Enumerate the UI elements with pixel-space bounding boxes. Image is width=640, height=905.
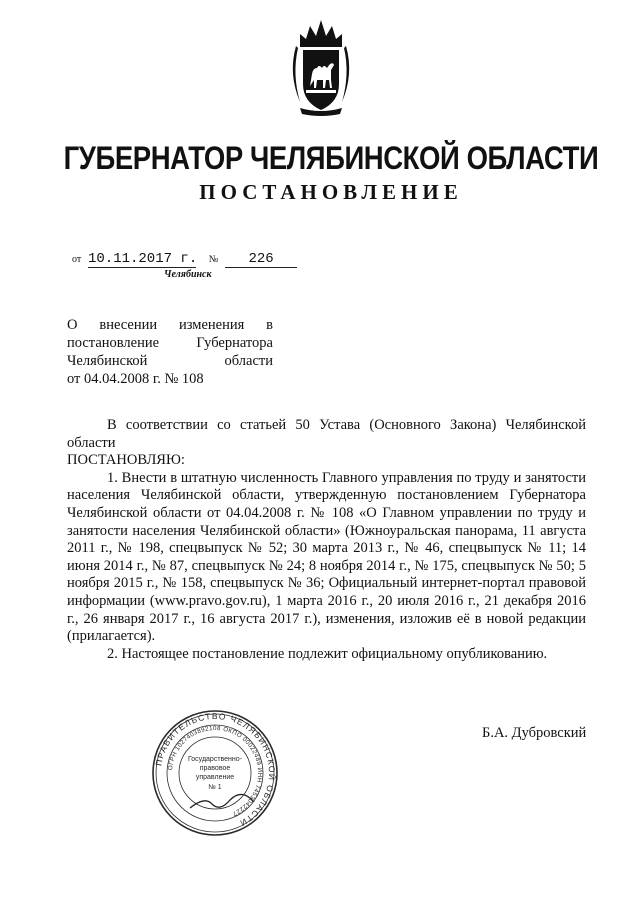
subject-line: Челябинской области — [67, 353, 273, 369]
subject-line: О внесении изменения в — [67, 317, 273, 333]
decree-word: ПОСТАНОВЛЯЮ: — [67, 452, 185, 469]
organization-title: ГУБЕРНАТОР ЧЕЛЯБИНСКОЙ ОБЛАСТИ — [63, 140, 599, 176]
subject-line: от 04.04.2008 г. № 108 — [67, 371, 204, 387]
number-label: № — [208, 254, 219, 265]
subject-block — [67, 316, 273, 388]
document-meta-line — [72, 251, 297, 271]
seal-center-line: правовое — [199, 765, 231, 772]
coat-of-arms-emblem — [286, 14, 356, 116]
document-body — [67, 417, 586, 663]
number-value: 226 — [225, 251, 297, 268]
city-label: Челябинск — [164, 269, 212, 280]
document-type-heading: ПОСТАНОВЛЕНИЕ — [199, 180, 463, 204]
seal-inner-ring-text: ОГРН 1027403892108 ОКПО 00022489 ИНН 7453042227 — [167, 724, 264, 818]
seal-center-line: управление — [195, 774, 235, 781]
seal-center-line: Государственно- — [187, 756, 243, 763]
clause-2-paragraph: 2. Настоящее постановление подлежит официальному опубликованию. — [107, 645, 548, 662]
subject-line: постановление Губернатора — [67, 335, 273, 351]
date-value: 10.11.2017 г. — [88, 251, 198, 267]
preamble-paragraph: В соответствии со статьей 50 Устава (Основного Закона) Челябинской области — [67, 417, 586, 451]
seal-outer-ring-text: ПРАВИТЕЛЬСТВО ЧЕЛЯБИНСКОЙ ОБЛАСТИ — [153, 710, 278, 829]
date-label: от — [72, 254, 82, 265]
seal-center-line: № 1 — [208, 784, 222, 791]
official-seal-stamp — [150, 708, 280, 838]
clause-1-paragraph: 1. Внести в штатную численность Главного управления по труду и занятости населения Челябинской области, утвержденную постановлением Губернатора Челябинской области от 04.04.2008 г. № 108 «О Главном управлении по труду и занятости населения Челябинской области» (Южноуральская панорама, 11 августа 2011 г., № 198, спецвыпуск № 52; 30 марта 2013 г., № 46, спецвыпуск № 11; 14 июня 2014 г., № 87, спецвыпуск № 24; 8 ноября 2014 г., № 175, спецвыпуск № 50; 5 ноября 2015 г., № 158, спецвыпуск № 36; Официальный интернет-портал правовой информации (www.pravo.gov.ru), 1 марта 2016 г., 20 июля 2016 г., 21 декабря 2016 г., 26 января 2017 г., 16 августа 2017 г.), изменения, изложив её в новой редакции (прилагается). — [67, 469, 586, 645]
signatory-name: Б.А. Дубровский — [482, 725, 587, 741]
